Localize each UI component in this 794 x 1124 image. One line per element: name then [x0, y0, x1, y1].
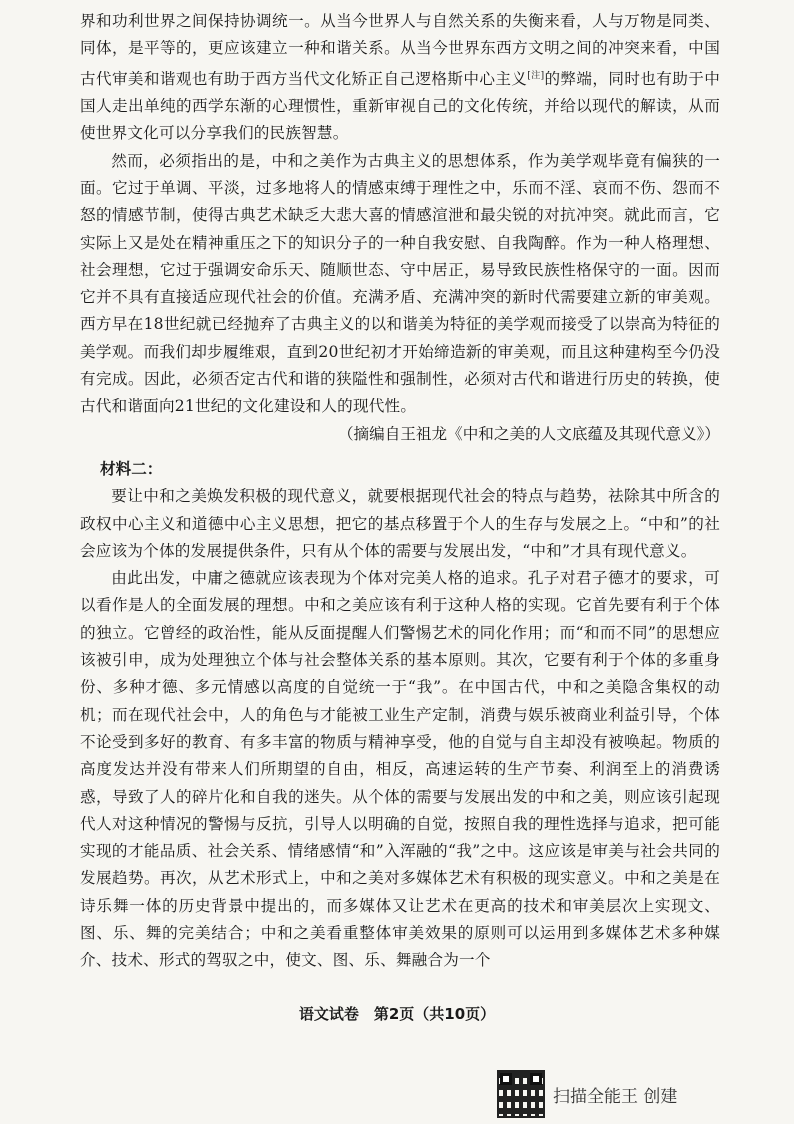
material-heading: 材料二： [100, 459, 163, 478]
paragraph-text: 界和功利世界之间保持协调统一。从当今世界人与自然关系的失衡来看，人与万物是同类、同体，是平等的，更应该建立一种和谐关系。从当今世界东西方文明之间的冲突来看，中国古代审美和谐观也有助于西方当代文化矫正自己逻格斯中心主义 [80, 12, 720, 88]
paragraph-continued [80, 8, 720, 148]
page-footer: 语文试卷 第2页（共10页） [298, 1005, 496, 1023]
paragraph: 然而，必须指出的是，中和之美作为古典主义的思想体系，作为美学观毕竟有偏狭的一面。它过于单调、平淡，过多地将人的情感束缚于理性之中，乐而不淫、哀而不伤、怨而不怒的情感节制，使得古典艺术缺乏大悲大喜的情感渲泄和最尖锐的对抗冲突。就此而言，它实际上又是处在精神重压之下的知识分子的一种自我安慰、自我陶醉。作为一种人格理想、社会理想，它过于强调安命乐天、随顺世态、守中居正，易导致民族性格保守的一面。因而它并不具有直接适应现代社会的价值。充满矛盾、充满冲突的新时代需要建立新的审美观。西方早在18世纪就已经抛弃了古典主义的以和谐美为特征的美学观而接受了以崇高为特征的美学观。而我们却步履维艰，直到20世纪初才开始缔造新的审美观，而且这种建构至今仍没有完成。因此，必须否定古代和谐的狭隘性和强制性，必须对古代和谐进行历史的转换，使古代和谐面向21世纪的文化建设和人的现代性。 [80, 151, 720, 416]
document-page [80, 8, 720, 975]
paragraph-text: 的弊端，同时也有助于中国人走出单纯的西学东渐的心理惯性，重新审视自己的文化传统，并给以现代的解读，从而使世界文化可以分享我们的民族智慧。 [80, 69, 720, 143]
qr-code-icon [497, 1070, 545, 1118]
paragraph: 要让中和之美焕发积极的现代意义，就要根据现代社会的特点与趋势，祛除其中所含的政权中心主义和道德中心主义思想，把它的基点移置于个人的生存与发展之上。“中和”的社会应该为个体的发展提供条件，只有从个体的需要与发展出发，“中和”才具有现代意义。 [80, 487, 720, 560]
watermark-text: 扫描全能王 创建 [553, 1086, 678, 1107]
footnote-mark: [注] [527, 70, 545, 81]
scanner-watermark [497, 1070, 677, 1118]
paragraph: 由此出发，中庸之德就应该表现为个体对完美人格的追求。孔子对君子德才的要求，可以看作是人的全面发展的理想。中和之美应该有利于这种人格的实现。它首先要有利于个体的独立。它曾经的政治性，能从反面提醒人们警惕艺术的同化作用；而“和而不同”的思想应该被引申，成为处理独立个体与社会整体关系的基本原则。其次，它要有利于个体的多重身份、多种才德、多元情感以高度的自觉统一于“我”。在中国古代，中和之美隐含集权的动机；而在现代社会中，人的角色与才能被工业生产定制，消费与娱乐被商业利益引导，个体不论受到多好的教育、有多丰富的物质与精神享受，他的自觉与自主却没有被唤起。物质的高度发达并没有带来人们所期望的自由，相反，高速运转的生产节奏、利润至上的消费诱惑，导致了人的碎片化和自我的迷失。从个体的需要与发展出发的中和之美，则应该引起现代人对这种情况的警惕与反抗，引导人以明确的自觉，按照自我的理性选择与追求，把可能实现的才能品质、社会关系、情绪感情“和”入浑融的“我”之中。这应该是审美与社会共同的发展趋势。再次，从艺术形式上，中和之美对多媒体艺术有积极的现实意义。中和之美是在诗乐舞一体的历史背景中提出的，而多媒体又让艺术在更高的技术和审美层次上实现文、图、乐、舞的完美结合；中和之美看重整体审美效果的原则可以运用到多媒体艺术多种媒介、技术、形式的驾驭之中，使文、图、乐、舞融合为一个 [80, 569, 720, 970]
source-citation: （摘编自王祖龙《中和之美的人文底蕴及其现代意义》） [337, 424, 720, 443]
